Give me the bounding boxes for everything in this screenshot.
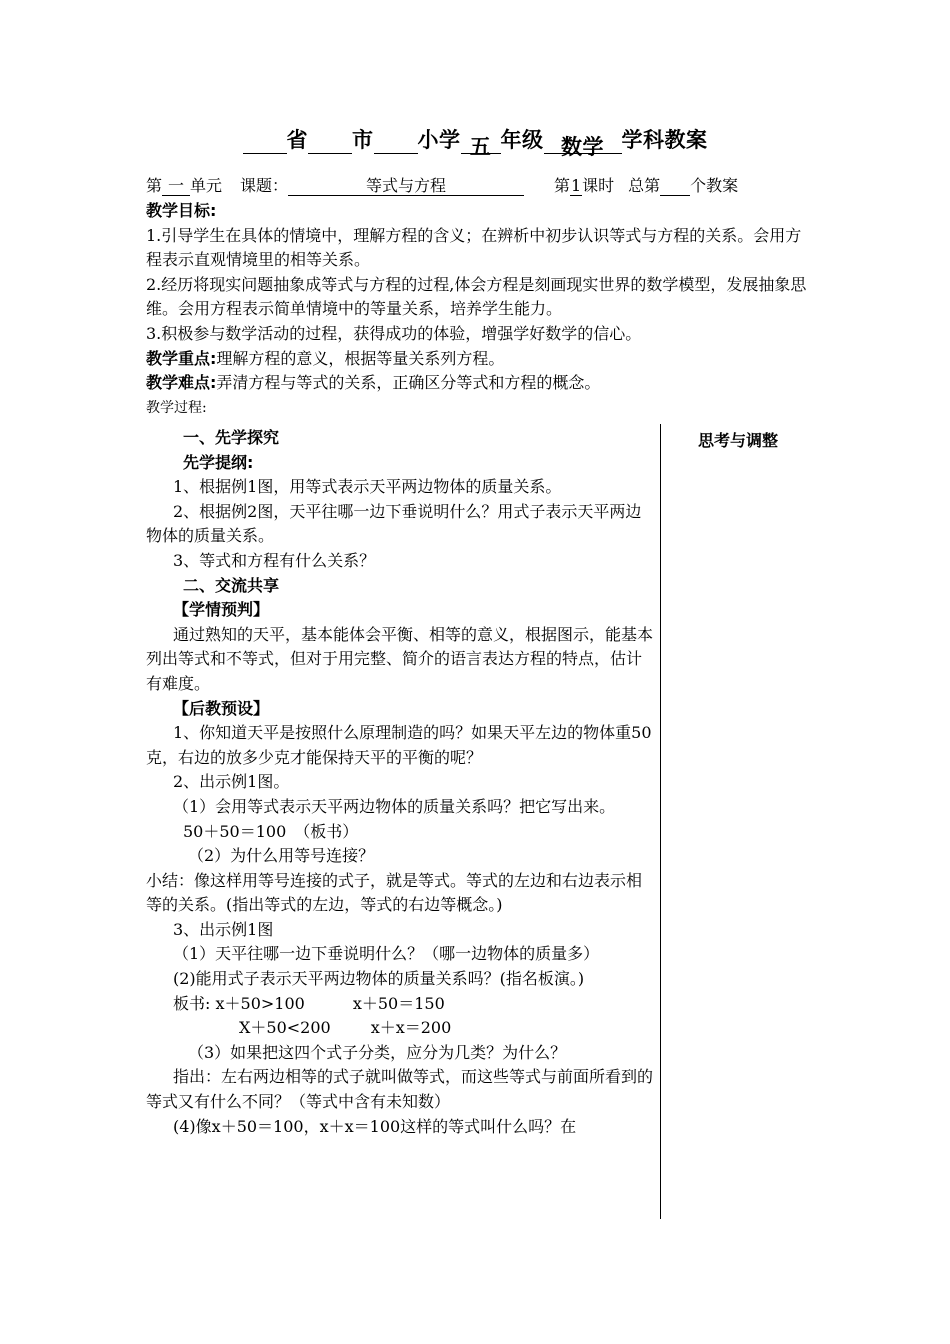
grade-value: 五: [461, 131, 501, 154]
preset-p2-1: （1）会用等式表示天平两边物体的质量关系吗？把它写出来。: [173, 796, 616, 816]
subject-value: 数学: [544, 131, 622, 154]
topic-label: 课题：: [240, 176, 289, 195]
unit-value: 一: [162, 176, 190, 196]
city-blank: [308, 131, 352, 154]
title-province-label: 省: [286, 128, 308, 152]
column-divider: [660, 424, 661, 1219]
predict-label: 【学情预判】: [173, 600, 270, 620]
board-expr-c: X＋50<200: [239, 1018, 331, 1038]
lesson-prefix: 第: [554, 176, 571, 195]
lesson-value: 1: [570, 176, 582, 195]
preset-p3: 3、出示例1图: [173, 919, 274, 939]
goal-item-2: 2.经历将现实问题抽象成等式与方程的过程,体会方程是刻画现实世界的数学模型，发展抽象思维。会用方程表示简单情境中的等量关系，培养学生能力。: [146, 274, 807, 319]
preset-p3-1: （1）天平往哪一边下垂说明什么？（哪一边物体的质量多）: [173, 944, 600, 964]
outline-q1: 1、根据例1图，用等式表示天平两边物体的质量关系。: [173, 477, 562, 497]
teaching-process: [146, 426, 654, 1139]
lesson-meta-line: [146, 176, 806, 196]
key-point-label: 教学重点:: [146, 348, 217, 368]
school-blank: [374, 131, 418, 154]
outline-q2: 2、根据例2图，天平往哪一边下垂说明什么？用式子表示天平两边物体的质量关系。: [146, 501, 642, 546]
preset-label: 【后教预设】: [173, 698, 270, 718]
reflection-heading: 思考与调整: [698, 431, 779, 450]
preset-p3-note: 指出：左右两边相等的式子就叫做等式，而这些等式与前面所看到的等式又有什么不同？（等式中含有未知数）: [146, 1067, 654, 1112]
title-grade-label: 年级: [500, 128, 544, 152]
board-line-2: [146, 1016, 654, 1041]
preset-p2-2: （2）为什么用等号连接？: [188, 846, 375, 866]
total-prefix: 总第: [628, 176, 661, 195]
preset-p3-4: (4)像x＋50＝100，x＋x＝100这样的等式叫什么吗？在: [173, 1116, 577, 1136]
key-point-line: [146, 347, 810, 372]
section-1-heading: 一、先学探究: [183, 428, 280, 447]
preset-p3-2: (2)能用式子表示天平两边物体的质量关系吗？(指名板演。): [173, 969, 585, 989]
goal-item-3: 3.积极参与数学活动的过程，获得成功的体验，增强学好数学的信心。: [146, 323, 642, 343]
goals-heading: 教学目标:: [146, 201, 217, 220]
board-label: 板书:: [173, 993, 211, 1013]
title-tail-label: 学科教案: [621, 128, 708, 152]
unit-prefix: 第: [146, 176, 163, 195]
predict-text: 通过熟知的天平，基本能体会平衡、相等的意义，根据图示，能基本列出等式和不等式，但对于用完整、简介的语言表达方程的特点，估计有难度。: [146, 624, 654, 693]
total-suffix: 个教案: [690, 176, 739, 195]
goal-item-1: 1.引导学生在具体的情境中，理解方程的含义；在辨析中初步认识等式与方程的关系。会用方程表示直观情境里的相等关系。: [146, 225, 802, 270]
board-expr-a: x＋50>100: [215, 993, 305, 1013]
key-point-text: 理解方程的意义，根据等量关系列方程。: [216, 348, 505, 368]
board-expr-d: x＋x＝200: [370, 1018, 452, 1038]
preset-p1: 1、你知道天平是按照什么原理制造的吗？如果天平左边的物体重50克，右边的放多少克才能保持天平的平衡的呢？: [146, 723, 652, 767]
topic-value: 等式与方程: [288, 176, 524, 196]
board-line-1: [146, 992, 654, 1017]
total-blank: [660, 176, 690, 196]
process-label: 教学过程:: [146, 399, 207, 416]
preset-p2: 2、出示例1图。: [173, 772, 290, 792]
lesson-suffix: 课时: [582, 176, 615, 195]
summary-text: 小结：像这样用等号连接的式子，就是等式。等式的左边和右边表示相等的关系。(指出等式的左边，等式的右边等概念。): [146, 870, 643, 915]
equation-1: 50＋50＝100 （板书）: [183, 821, 359, 841]
title-city-label: 市: [352, 128, 374, 152]
unit-suffix: 单元: [190, 176, 223, 195]
difficulty-line: [146, 371, 810, 396]
page-title: [0, 124, 950, 159]
difficulty-label: 教学难点:: [146, 373, 217, 393]
difficulty-text: 弄清方程与等式的关系，正确区分等式和方程的概念。: [216, 373, 601, 393]
outline-heading: 先学提纲:: [183, 452, 254, 472]
board-expr-b: x＋50＝150: [352, 993, 445, 1013]
outline-q3: 3、等式和方程有什么关系？: [173, 550, 376, 570]
lesson-goals: [146, 199, 810, 420]
title-school-label: 小学: [417, 128, 461, 152]
preset-p3-3: （3）如果把这四个式子分类，应分为几类？为什么？: [188, 1042, 567, 1062]
section-2-heading: 二、交流共享: [183, 575, 280, 595]
province-blank: [243, 131, 287, 154]
